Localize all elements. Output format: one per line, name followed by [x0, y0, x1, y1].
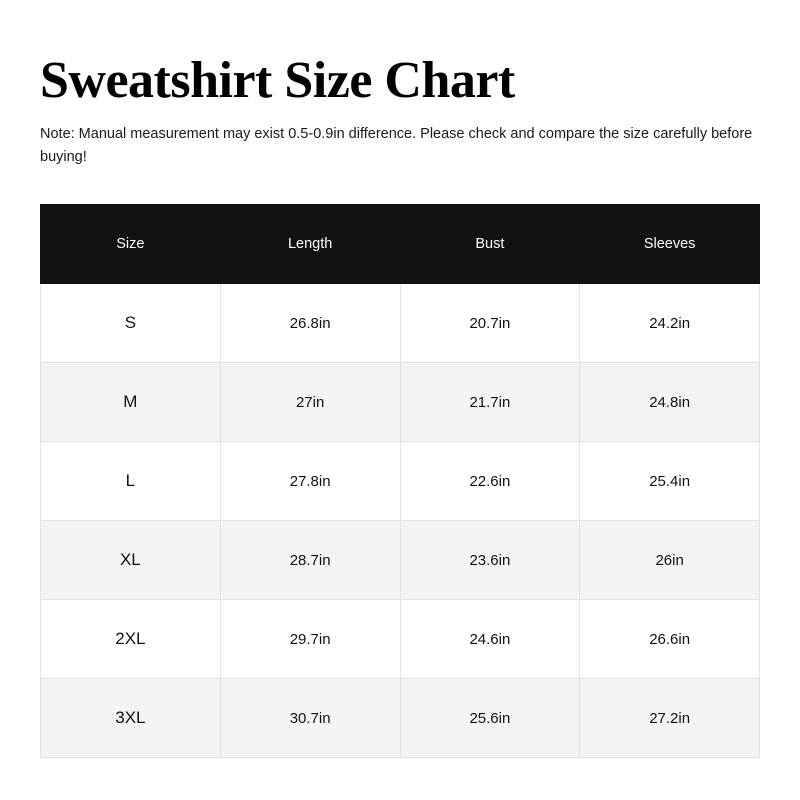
column-header-sleeves: Sleeves	[580, 205, 760, 284]
cell-bust: 22.6in	[400, 442, 580, 521]
cell-bust: 24.6in	[400, 600, 580, 679]
table-row	[41, 442, 760, 521]
column-header-bust: Bust	[400, 205, 580, 284]
size-chart-table	[40, 204, 760, 758]
table-row	[41, 284, 760, 363]
cell-size: 3XL	[41, 679, 221, 758]
cell-size: S	[41, 284, 221, 363]
measurement-note: Note: Manual measurement may exist 0.5-0.9in difference. Please check and compare the size carefully before buying!	[40, 126, 753, 165]
table-header-row	[41, 205, 760, 284]
column-header-length: Length	[220, 205, 400, 284]
table-body	[41, 284, 760, 758]
cell-bust: 23.6in	[400, 521, 580, 600]
cell-sleeves: 24.8in	[580, 363, 760, 442]
cell-size: 2XL	[41, 600, 221, 679]
cell-length: 26.8in	[220, 284, 400, 363]
cell-sleeves: 25.4in	[580, 442, 760, 521]
cell-bust: 25.6in	[400, 679, 580, 758]
cell-sleeves: 26in	[580, 521, 760, 600]
column-header-size: Size	[41, 205, 221, 284]
table-row	[41, 600, 760, 679]
cell-size: M	[41, 363, 221, 442]
table-row	[41, 679, 760, 758]
cell-length: 27in	[220, 363, 400, 442]
table-row	[41, 363, 760, 442]
cell-bust: 20.7in	[400, 284, 580, 363]
table-row	[41, 521, 760, 600]
cell-length: 30.7in	[220, 679, 400, 758]
cell-size: XL	[41, 521, 221, 600]
cell-sleeves: 24.2in	[580, 284, 760, 363]
cell-length: 28.7in	[220, 521, 400, 600]
cell-length: 27.8in	[220, 442, 400, 521]
cell-sleeves: 26.6in	[580, 600, 760, 679]
cell-bust: 21.7in	[400, 363, 580, 442]
table-header	[41, 205, 760, 284]
cell-length: 29.7in	[220, 600, 400, 679]
cell-sleeves: 27.2in	[580, 679, 760, 758]
page-title: Sweatshirt Size Chart	[40, 52, 515, 109]
cell-size: L	[41, 442, 221, 521]
